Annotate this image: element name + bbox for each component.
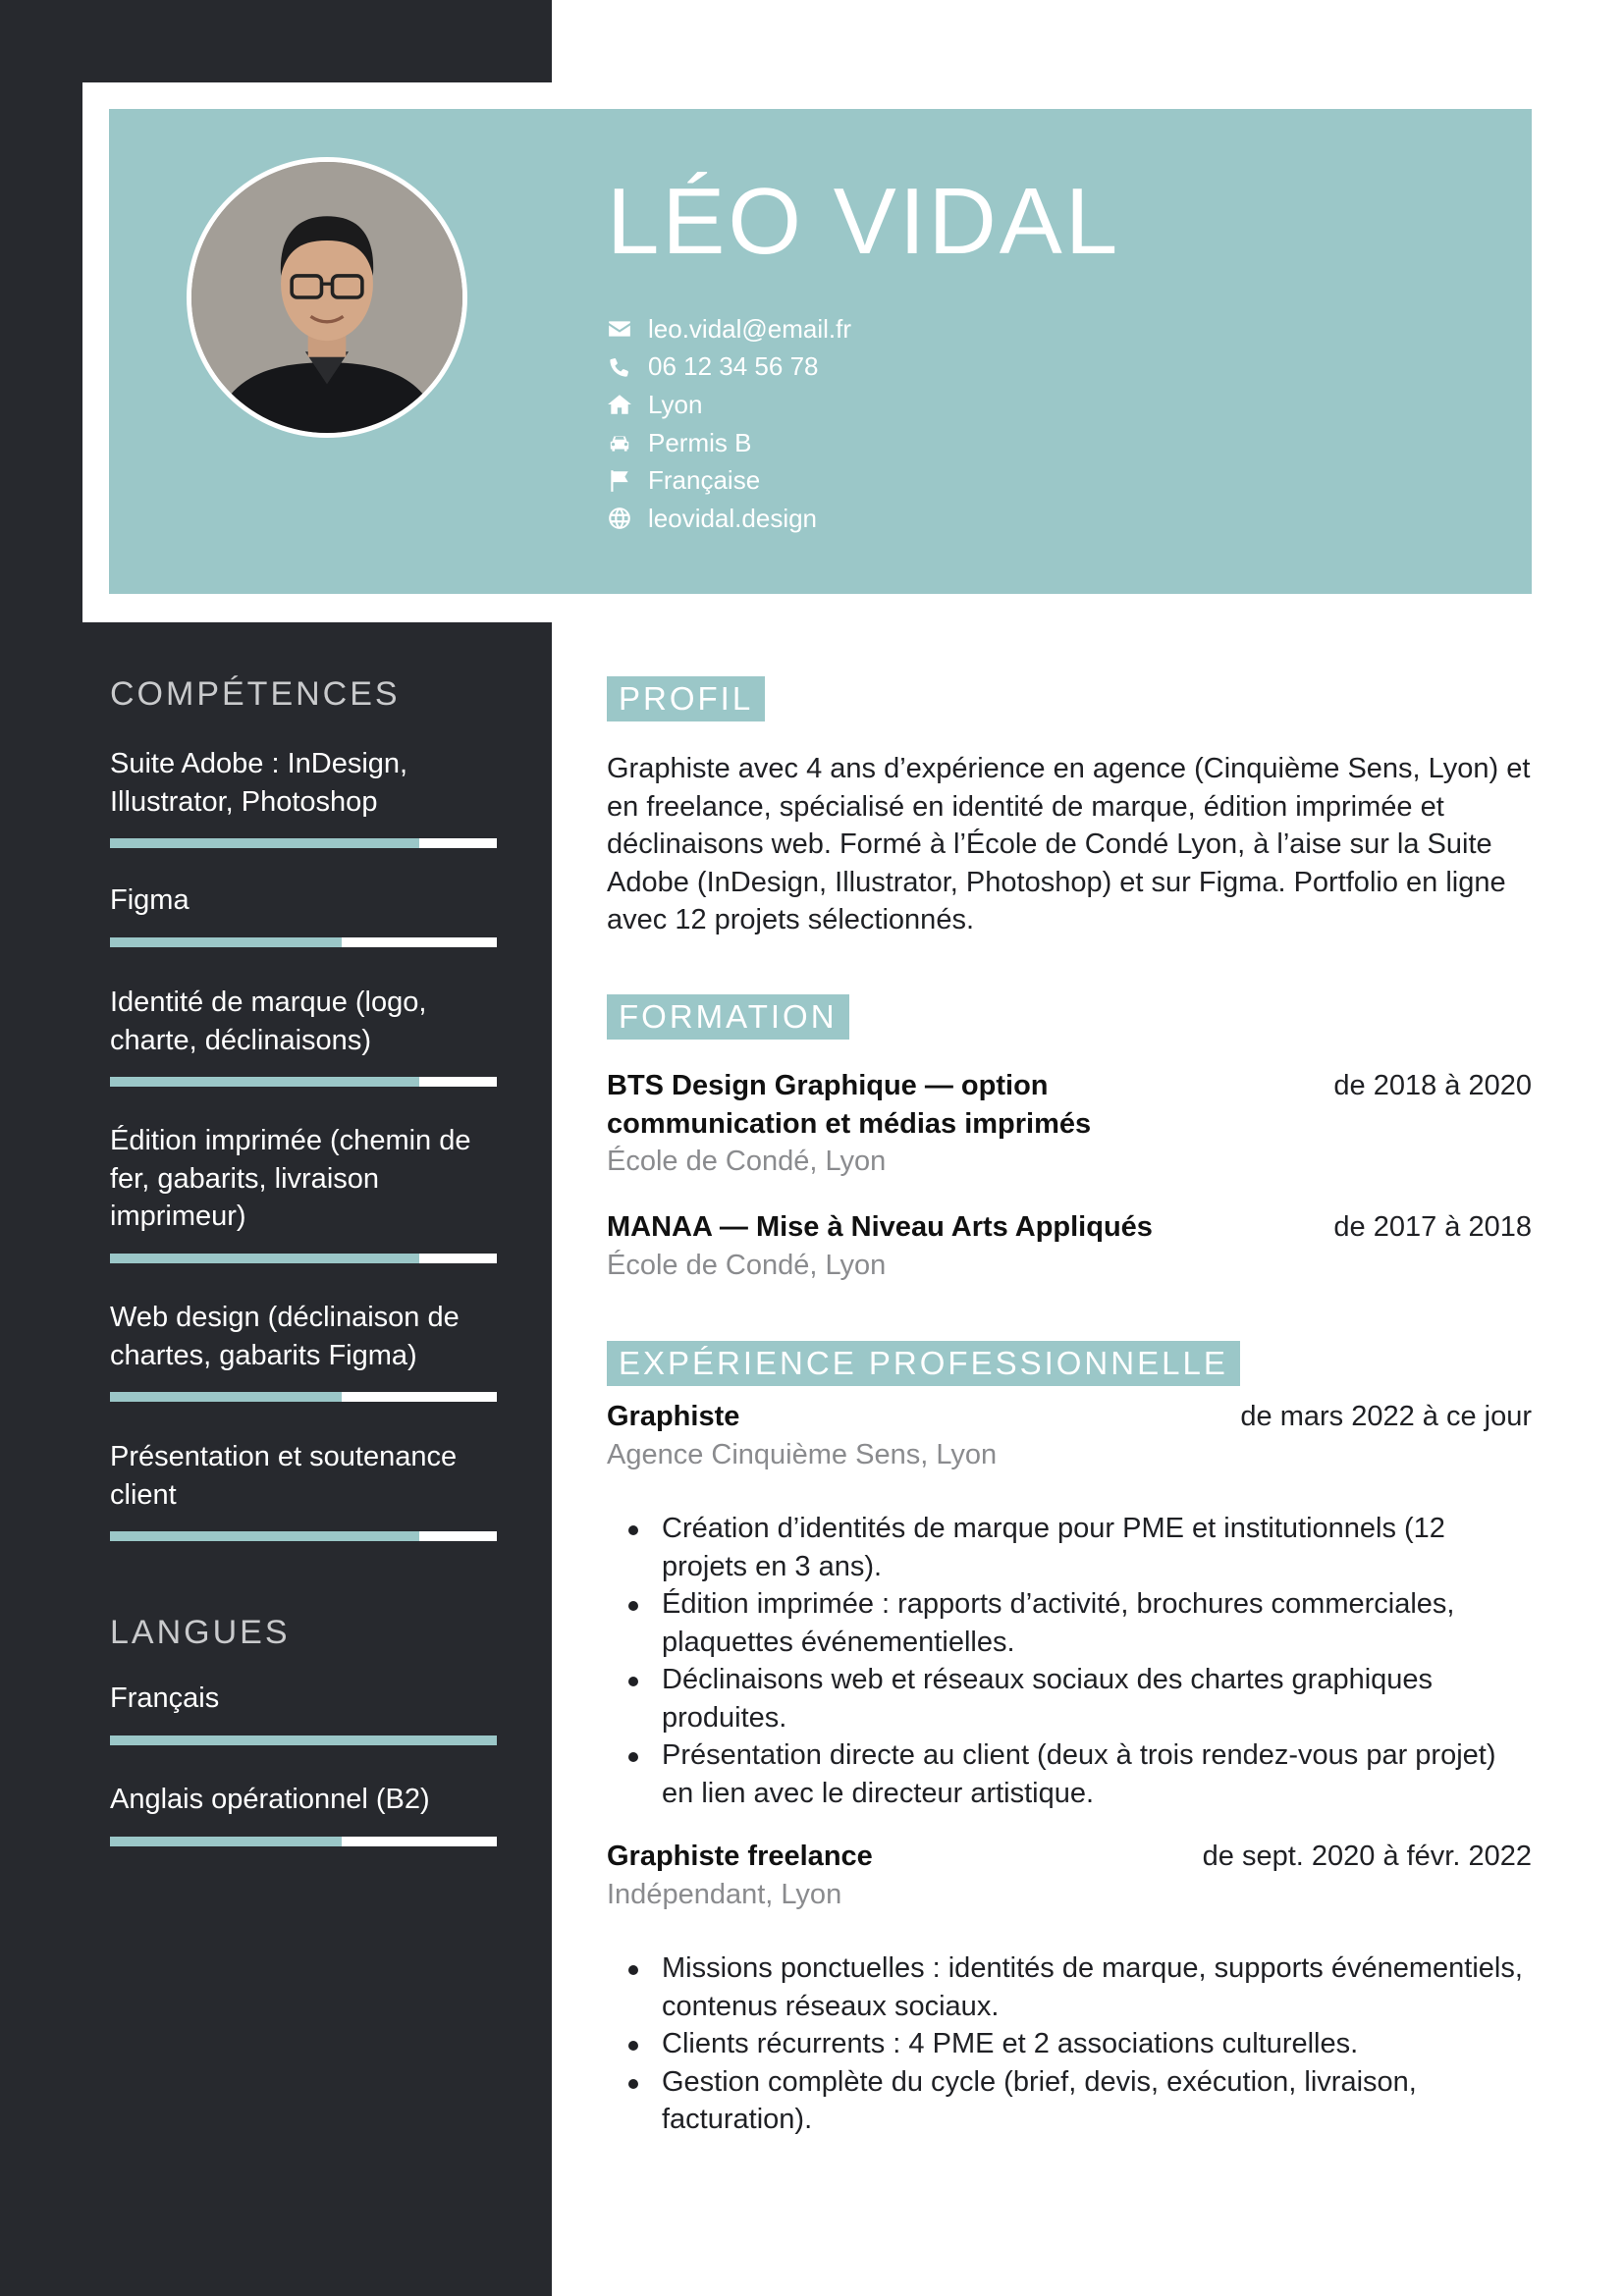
contact-phone[interactable] <box>607 348 851 387</box>
contact-phone-text: 06 12 34 56 78 <box>648 351 819 382</box>
language-level-fill <box>110 1735 497 1745</box>
portrait-image <box>191 162 462 433</box>
degree-title: BTS Design Graphique — option communication et médias imprimés <box>607 1070 1092 1140</box>
experience-entry <box>607 1838 1532 2139</box>
candidate-name: LÉO VIDAL <box>607 169 1121 274</box>
skill-level-fill <box>110 1077 419 1087</box>
job-date: de mars 2022 à ce jour <box>1240 1401 1532 1432</box>
job-bullets <box>607 1949 1532 2139</box>
globe-icon <box>607 506 632 531</box>
job-bullet: Clients récurrents : 4 PME et 2 associations culturelles. <box>607 2025 1532 2063</box>
language-label: Français <box>110 1682 220 1714</box>
skill-level-bar <box>110 1254 497 1263</box>
envelope-icon <box>607 316 632 342</box>
skill-level-bar <box>110 838 497 848</box>
contact-email[interactable] <box>607 310 851 348</box>
skill-label: Identité de marque (logo, charte, déclinaisons) <box>110 987 427 1056</box>
education-entry <box>607 1208 1532 1284</box>
school-name: École de Condé, Lyon <box>607 1249 887 1281</box>
contact-list <box>607 310 851 538</box>
skill-label: Présentation et soutenance client <box>110 1441 458 1511</box>
skill-item <box>110 1438 497 1541</box>
language-level-bar <box>110 1735 497 1745</box>
experience-heading: EXPÉRIENCE PROFESSIONNELLE <box>607 1341 1240 1386</box>
skill-label: Édition imprimée (chemin de fer, gabarits, livraison imprimeur) <box>110 1125 471 1232</box>
degree-title: MANAA — Mise à Niveau Arts Appliqués <box>607 1211 1153 1243</box>
company-name: Agence Cinquième Sens, Lyon <box>607 1438 998 1470</box>
home-icon <box>607 392 632 417</box>
job-bullet: Présentation directe au client (deux à trois rendez-vous par projet) en lien avec le directeur artistique. <box>607 1736 1532 1812</box>
languages-heading: LANGUES <box>110 1614 291 1651</box>
contact-city-text: Lyon <box>648 389 703 419</box>
skill-item <box>110 1122 497 1263</box>
skill-level-fill <box>110 937 342 947</box>
contact-nationality-text: Française <box>648 465 761 496</box>
skill-label: Figma <box>110 884 189 916</box>
company-name: Indépendant, Lyon <box>607 1878 842 1910</box>
skill-item <box>110 1299 497 1402</box>
job-title: Graphiste freelance <box>607 1841 873 1872</box>
skill-level-bar <box>110 1392 497 1402</box>
education-heading: FORMATION <box>607 994 849 1040</box>
skill-level-fill <box>110 838 419 848</box>
skill-level-bar <box>110 1077 497 1087</box>
job-bullet: Gestion complète du cycle (brief, devis, exécution, livraison, facturation). <box>607 2063 1532 2139</box>
profile-text: Graphiste avec 4 ans d’expérience en agence (Cinquième Sens, Lyon) et en freelance, spécialisé en identité de marque, édition imprimée et déclinaisons web. Formé à l’École de Condé Lyon, à l’aise sur la Suite Adobe (InDesign, Illustrator, Photoshop) et sur Figma. Portfolio en ligne avec 12 projets sélectionnés. <box>607 753 1531 935</box>
skills-heading: COMPÉTENCES <box>110 675 401 713</box>
skill-level-fill <box>110 1531 419 1541</box>
skill-level-bar <box>110 937 497 947</box>
job-date: de sept. 2020 à févr. 2022 <box>1202 1841 1532 1872</box>
skill-label: Web design (déclinaison de chartes, gabarits Figma) <box>110 1302 460 1371</box>
skill-item <box>110 881 497 947</box>
phone-icon <box>607 354 632 380</box>
language-level-fill <box>110 1837 342 1846</box>
contact-license <box>607 424 851 462</box>
job-bullets <box>607 1510 1532 1812</box>
language-item <box>110 1781 497 1846</box>
skill-label: Suite Adobe : InDesign, Illustrator, Photoshop <box>110 748 408 818</box>
skill-item <box>110 745 497 848</box>
contact-email-text: leo.vidal@email.fr <box>648 313 852 344</box>
skill-item <box>110 984 497 1087</box>
contact-nationality <box>607 461 851 500</box>
skill-level-fill <box>110 1392 342 1402</box>
language-item <box>110 1680 497 1745</box>
job-bullet: Création d’identités de marque pour PME et institutionnels (12 projets en 3 ans). <box>607 1510 1532 1585</box>
experience-entry <box>607 1398 1532 1812</box>
job-bullet: Missions ponctuelles : identités de marque, supports événementiels, contenus réseaux sociaux. <box>607 1949 1532 2025</box>
skill-level-bar <box>110 1531 497 1541</box>
degree-date: de 2018 à 2020 <box>1333 1070 1532 1101</box>
education-entry <box>607 1067 1532 1181</box>
language-level-bar <box>110 1837 497 1846</box>
job-title: Graphiste <box>607 1401 740 1432</box>
contact-city <box>607 386 851 424</box>
car-icon <box>607 430 632 455</box>
flag-icon <box>607 468 632 494</box>
contact-license-text: Permis B <box>648 427 752 457</box>
profile-heading: PROFIL <box>607 676 765 721</box>
school-name: École de Condé, Lyon <box>607 1146 887 1177</box>
job-bullet: Édition imprimée : rapports d’activité, brochures commerciales, plaquettes événementielles. <box>607 1585 1532 1661</box>
skill-level-fill <box>110 1254 419 1263</box>
degree-date: de 2017 à 2018 <box>1333 1211 1532 1243</box>
language-label: Anglais opérationnel (B2) <box>110 1784 430 1815</box>
profile-photo <box>187 157 467 438</box>
job-bullet: Déclinaisons web et réseaux sociaux des chartes graphiques produites. <box>607 1661 1532 1736</box>
contact-website-text: leovidal.design <box>648 503 818 533</box>
contact-website[interactable] <box>607 500 851 538</box>
